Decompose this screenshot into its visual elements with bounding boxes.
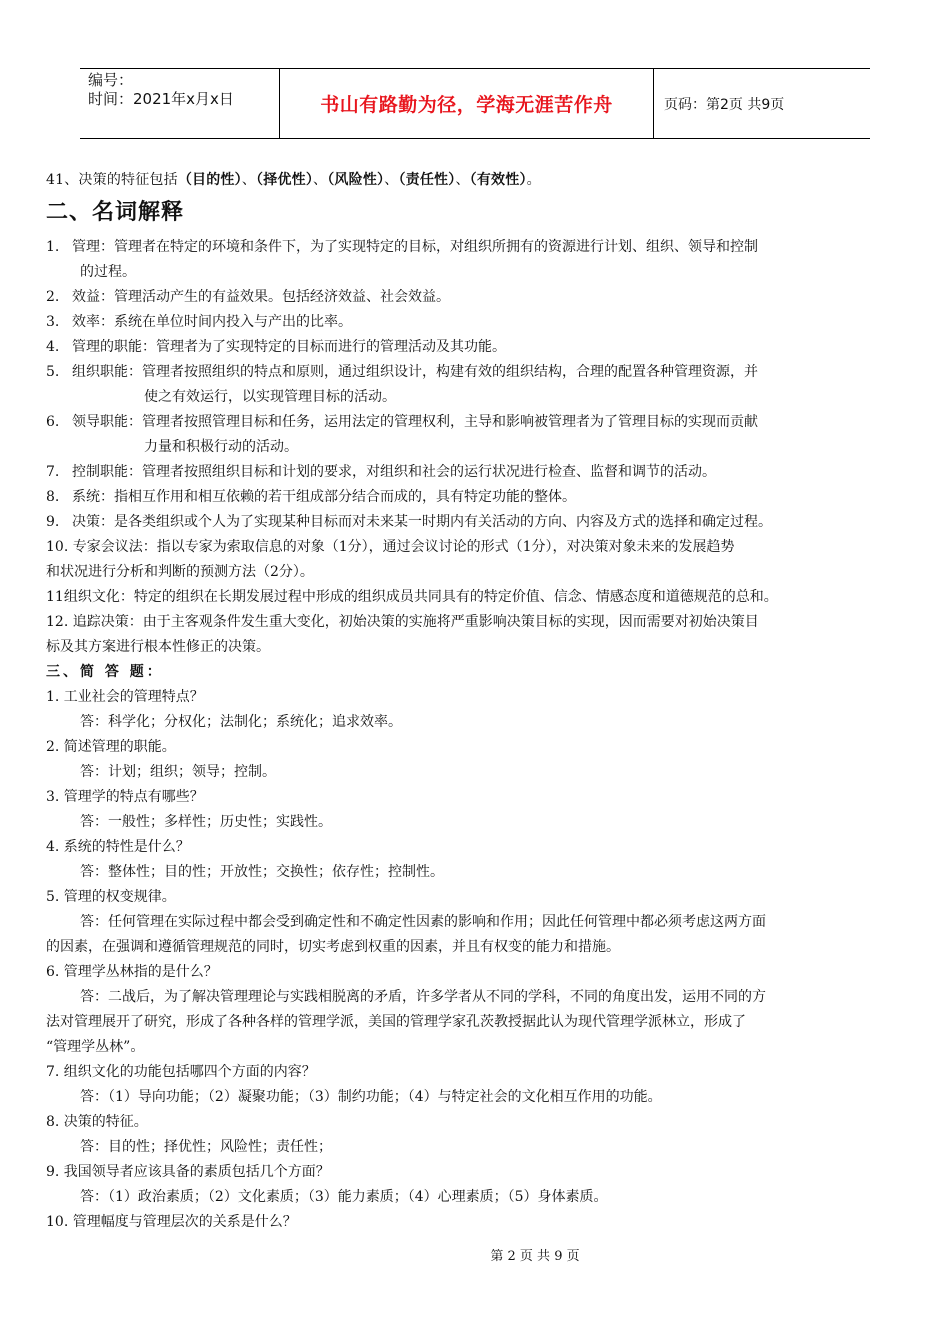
header-meta: [80, 69, 280, 138]
answer: 答：目的性；择优性；风险性；责任性；: [80, 1139, 332, 1155]
separator: 、: [455, 172, 470, 188]
answer: 答：整体性；目的性；开放性；交换性；依存性；控制性。: [80, 864, 444, 880]
term: （有效性）: [469, 172, 527, 188]
page-footer: [0, 1245, 950, 1264]
term: （目的性）: [177, 172, 242, 188]
answer: 答：（1）政治素质；（2）文化素质；（3）能力素质；（4）心理素质；（5）身体素质。: [80, 1189, 608, 1205]
question: 5. 管理的权变规律。: [46, 889, 176, 905]
footer-page-number: 第 2 页 共 9 页: [490, 1249, 580, 1264]
definition-item-11: 11组织文化：特定的组织在长期发展过程中形成的组织成员共同具有的特定价值、信念、情感态度和道德规范的总和。: [46, 589, 778, 605]
item-number: 4.: [46, 339, 60, 355]
definition-item: [46, 485, 906, 510]
header-motto: [280, 69, 654, 138]
question: 2. 简述管理的职能。: [46, 739, 176, 755]
answer: 答：任何管理在实际过程中都会受到确定性和不确定性因素的影响和作用；因此任何管理中都必须考虑这两方面: [80, 914, 766, 930]
answer: 答：一般性；多样性；历史性；实践性。: [80, 814, 332, 830]
question: 7. 组织文化的功能包括哪四个方面的内容？: [46, 1064, 316, 1080]
section-heading-short-answers: 三、简 答 题：: [46, 664, 164, 680]
definition-item: [46, 410, 906, 435]
item-41: [46, 168, 906, 193]
term: （责任性）: [398, 172, 456, 188]
item-number: 5.: [46, 364, 60, 380]
item-41-prefix: 41、决策的特征包括: [46, 172, 178, 188]
answer-continued: 的因素，在强调和遵循管理规范的同时，切实考虑到权重的因素，并且有权变的能力和措施。: [46, 939, 620, 955]
item-text-continued: 力量和积极行动的活动。: [144, 439, 298, 455]
question: 6. 管理学丛林指的是什么？: [46, 964, 218, 980]
item-number: 1.: [46, 239, 60, 255]
definition-item: [46, 285, 906, 310]
question: 10. 管理幅度与管理层次的关系是什么？: [46, 1214, 297, 1230]
item-number: 6.: [46, 414, 60, 430]
question: 3. 管理学的特点有哪些？: [46, 789, 204, 805]
question: 1. 工业社会的管理特点？: [46, 689, 204, 705]
item-number: 7.: [46, 464, 60, 480]
date-label: 时间：2021年x月x日: [88, 90, 234, 108]
answer-continued: 法对管理展开了研究，形成了各种各样的管理学派，美国的管理学家孔茨教授据此认为现代管理学派林立，形成了: [46, 1014, 746, 1030]
item-text: 决策：是各类组织或个人为了实现某种目标而对未来某一时期内有关活动的方向、内容及方式的选择和确定过程。: [72, 514, 772, 530]
header-page-info: [654, 69, 870, 138]
definition-item-12: 12. 追踪决策：由于主客观条件发生重大变化，初始决策的实施将严重影响决策目标的实现，因而需要对初始决策目: [46, 614, 759, 630]
item-text-continued: 的过程。: [80, 264, 136, 280]
header-table: [80, 68, 870, 139]
separator: 。: [526, 172, 541, 188]
separator: 、: [313, 172, 328, 188]
answer: 答：计划；组织；领导；控制。: [80, 764, 276, 780]
item-text: 效率：系统在单位时间内投入与产出的比率。: [72, 314, 352, 330]
answer-continued: “管理学丛林”。: [46, 1039, 145, 1055]
item-number: 8.: [46, 489, 60, 505]
question: 8. 决策的特征。: [46, 1114, 148, 1130]
definition-item: [46, 510, 906, 535]
answer: 答：科学化；分权化；法制化；系统化；追求效率。: [80, 714, 402, 730]
term: （风险性）: [327, 172, 385, 188]
answer: 答：二战后，为了解决管理理论与实践相脱离的矛盾，许多学者从不同的学科，不同的角度出发，运用不同的方: [80, 989, 766, 1005]
separator: 、: [384, 172, 399, 188]
term: （择优性）: [256, 172, 314, 188]
number-label: 编号：: [88, 71, 134, 89]
item-text: 领导职能：管理者按照管理目标和任务，运用法定的管理权利，主导和影响被管理者为了管理目标的实现而贡献: [72, 414, 758, 430]
motto-text: 书山有路勤为径，学海无涯苦作舟: [320, 94, 613, 116]
definition-item-10-continued: 和状况进行分析和判断的预测方法（2分）。: [46, 564, 314, 580]
question: 4. 系统的特性是什么？: [46, 839, 190, 855]
item-text: 组织职能：管理者按照组织的特点和原则，通过组织设计，构建有效的组织结构，合理的配置各种管理资源，并: [72, 364, 758, 380]
definition-item-10: 10. 专家会议法：指以专家为索取信息的对象（1分），通过会议讨论的形式（1分），对决策对象未来的发展趋势: [46, 539, 735, 555]
definition-item: [46, 360, 906, 385]
item-number: 2.: [46, 289, 60, 305]
item-text-continued: 使之有效运行，以实现管理目标的活动。: [144, 389, 396, 405]
answer: 答：（1）导向功能；（2）凝聚功能；（3）制约功能；（4）与特定社会的文化相互作用的功能。: [80, 1089, 662, 1105]
document-body: [46, 168, 906, 1235]
item-number: 9.: [46, 514, 60, 530]
section-heading-definitions: 二、名词解释: [46, 200, 185, 225]
item-text: 系统：指相互作用和相互依赖的若干组成部分结合而成的，具有特定功能的整体。: [72, 489, 576, 505]
item-text: 管理的职能：管理者为了实现特定的目标而进行的管理活动及其功能。: [72, 339, 506, 355]
item-text: 管理：管理者在特定的环境和条件下，为了实现特定的目标，对组织所拥有的资源进行计划、组织、领导和控制: [72, 239, 758, 255]
definition-item: [46, 460, 906, 485]
definition-item: [46, 310, 906, 335]
item-text: 控制职能：管理者按照组织目标和计划的要求，对组织和社会的运行状况进行检查、监督和调节的活动。: [72, 464, 716, 480]
definition-item-12-continued: 标及其方案进行根本性修正的决策。: [46, 639, 270, 655]
item-text: 效益：管理活动产生的有益效果。包括经济效益、社会效益。: [72, 289, 450, 305]
separator: 、: [241, 172, 257, 188]
definition-item: [46, 335, 906, 360]
definition-item: [46, 235, 906, 260]
page-info-text: 页码：第2页 共9页: [664, 96, 785, 113]
item-number: 3.: [46, 314, 60, 330]
question: 9. 我国领导者应该具备的素质包括几个方面？: [46, 1164, 330, 1180]
